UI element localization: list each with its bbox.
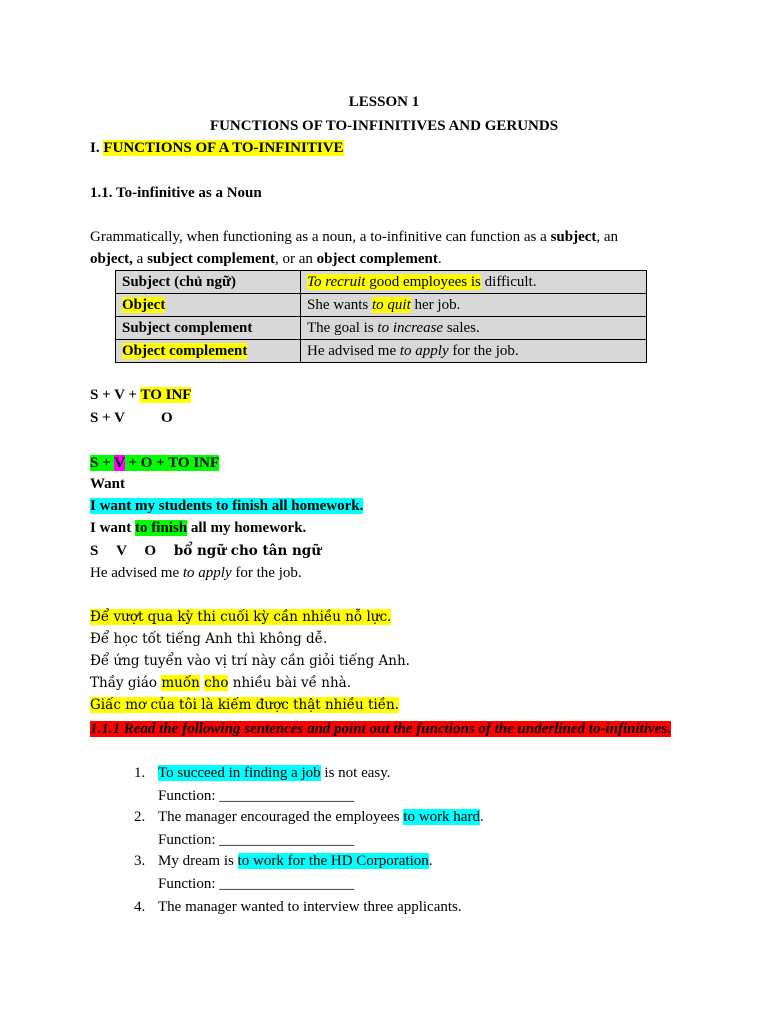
section-title: FUNCTIONS OF A TO-INFINITIVE [103,140,344,156]
example-highlight: To recruit [307,273,366,290]
formula-highlight: S + [90,455,115,471]
table-cell-example [301,271,647,294]
example-text: sales. [443,319,480,336]
svo-subject: S [90,543,99,559]
formula-text: S + V [90,410,125,426]
formula-3 [90,454,219,473]
intro-text-3: a [132,251,148,267]
function-blank: Function: __________________ [158,876,355,892]
formula-1 [90,386,191,405]
exercise-title: 1.1.1 Read the following sentences and point out the functions of the underlined to-infinitives. [90,721,671,737]
svo-note: bổ ngữ cho tân ngữ [173,543,322,559]
list-item [134,852,433,871]
example-text: for the job. [448,342,519,359]
example-text: He advised me [90,565,183,581]
item-number: 1. [134,765,146,781]
example-text: The goal is [307,319,378,336]
example-text: difficult. [480,273,537,290]
table-cell-function [116,340,301,363]
list-item [134,764,391,783]
intro-subject-complement: subject complement [147,251,275,267]
functions-table [115,270,647,363]
svo-object: O [144,543,157,559]
example-1 [90,497,363,516]
example-text: I want [90,520,136,536]
example-infinitive: to finish [135,520,188,536]
table-row [116,340,647,363]
item-number: 3. [134,853,146,869]
example-infinitive: to apply [182,565,232,581]
example-text: He advised me [307,342,400,359]
item-number: 4. [134,899,146,915]
formula-text: S + V + [90,387,141,403]
svo-line [90,542,321,561]
table-cell-example [301,340,647,363]
list-item [134,808,484,827]
formula-verb: V [114,455,125,471]
vietnamese-highlight: Để vượt qua kỳ thi cuối kỳ cần nhiều nỗ lực. [90,609,392,625]
item-text: . [479,809,484,825]
function-label: Object complement [122,342,248,359]
vietnamese-text: Thầy giáo [90,675,162,691]
formula-object: O [160,410,173,426]
intro-object: object, [90,251,133,267]
section-heading [90,139,344,158]
intro-text-1: Grammatically, when functioning as a noun, a to-infinitive can function as a [90,229,551,245]
vietnamese-1 [90,608,391,627]
lesson-subtitle: FUNCTIONS OF TO-INFINITIVES AND GERUNDS [209,118,559,134]
function-blank: Function: __________________ [158,832,355,848]
intro-text-5: . [437,251,442,267]
subsection-heading: 1.1. To-infinitive as a Noun [90,185,262,201]
example-infinitive: to quit [372,296,411,313]
intro-line-1 [90,228,618,247]
intro-text-4: , or an [274,251,317,267]
example-text: for the job. [231,565,302,581]
example-infinitive: to apply [399,342,449,359]
item-number: 2. [134,809,146,825]
vietnamese-3: Để ứng tuyển vào vị trí này cần giỏi tiếng Anh. [90,653,410,669]
item-text: . [428,853,433,869]
vietnamese-highlight: muốn [161,675,200,691]
table-row [116,317,647,340]
vietnamese-highlight: cho [204,675,229,691]
formula-highlight: + O + TO INF [124,455,220,471]
example-highlight: I want my students to finish all homework. [90,498,364,514]
item-text: The manager wanted to interview three applicants. [158,899,462,915]
list-item [134,898,462,917]
item-infinitive: to work hard [403,809,480,825]
want-label: Want [90,476,126,492]
vietnamese-highlight: Giấc mơ của tôi là kiếm được thật nhiều tiền. [90,697,399,713]
example-highlight: is [470,273,481,290]
table-cell-function: Subject complement [116,317,301,340]
intro-subject: subject [550,229,597,245]
table-cell-example [301,317,647,340]
formula-2 [90,409,173,428]
intro-text-2: , an [596,229,619,245]
example-text: all my homework. [187,520,307,536]
section-number: I. [90,140,100,156]
table-cell-function [116,294,301,317]
vietnamese-2: Để học tốt tiếng Anh thì không dễ. [90,631,328,647]
intro-object-complement: object complement [316,251,438,267]
example-3 [90,564,302,583]
example-text: her job. [410,296,461,313]
vietnamese-text: nhiều bài về nhà. [228,675,352,691]
table-row [116,271,647,294]
item-text: is not easy. [320,765,391,781]
formula-highlight: TO INF [140,387,192,403]
vietnamese-5 [90,696,399,715]
example-2 [90,519,306,538]
example-text: She wants [307,296,372,313]
table-row [116,294,647,317]
item-text: My dream is [158,853,238,869]
intro-line-2 [90,250,442,269]
svo-verb: V [116,543,127,559]
table-cell-example [301,294,647,317]
vietnamese-4 [90,674,351,693]
exercise-heading [90,718,678,740]
item-text: The manager encouraged the employees [158,809,404,825]
example-infinitive: to increase [377,319,444,336]
item-infinitive: to work for the HD Corporation [237,853,429,869]
example-highlight: good employees [365,273,471,290]
function-label: Object [122,296,166,313]
item-infinitive: To succeed in finding a job [158,765,321,781]
lesson-title: LESSON 1 [348,94,420,110]
function-blank: Function: __________________ [158,788,355,804]
table-cell-function: Subject (chủ ngữ) [116,271,301,294]
